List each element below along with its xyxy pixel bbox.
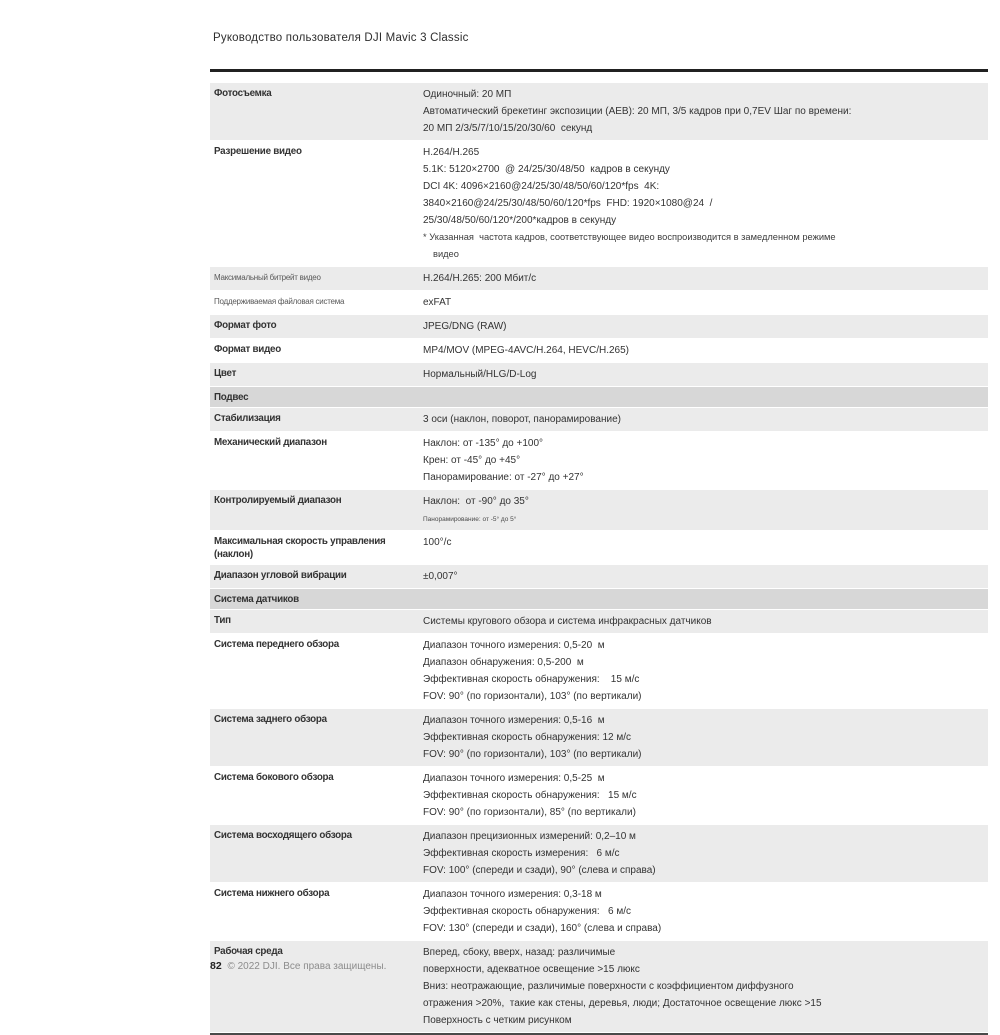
spec-value <box>421 941 988 1032</box>
spec-value-line: Автоматический брекетинг экспозиции (AEB): 20 МП, 3/5 кадров при 0,7EV Шаг по времени: <box>423 106 852 117</box>
spec-row <box>210 883 988 941</box>
spec-value-line: MP4/MOV (MPEG-4AVC/H.264, HEVC/H.265) <box>423 345 629 356</box>
spec-row <box>210 825 988 883</box>
spec-value-line: 100°/с <box>423 537 452 548</box>
spec-row <box>210 363 988 387</box>
spec-value <box>421 565 988 588</box>
spec-value-line: Нормальный/HLG/D-Log <box>423 369 537 380</box>
spec-value-line: Панорамирование: от -5° до 5° <box>423 516 517 523</box>
spec-value-line: FOV: 130° (спереди и сзади), 160° (слева и справа) <box>423 923 662 934</box>
spec-label: Стабилизация <box>214 413 281 424</box>
spec-row <box>210 634 988 709</box>
section-title: Система датчиков <box>214 594 299 605</box>
spec-value <box>421 291 988 314</box>
spec-row <box>210 610 988 634</box>
spec-value-line: 3 оси (наклон, поворот, панорамирование) <box>423 414 621 425</box>
spec-label: Контролируемый диапазон <box>214 495 342 506</box>
spec-label: Фотосъемка <box>214 88 272 99</box>
spec-value <box>421 432 988 489</box>
spec-row <box>210 291 988 315</box>
spec-value-line: FOV: 100° (спереди и сзади), 90° (слева и справа) <box>423 865 656 876</box>
spec-value-line: Наклон: от -90° до 35° <box>423 496 529 507</box>
spec-label: Формат видео <box>214 344 281 355</box>
spec-value-line: FOV: 90° (по горизонтали), 85° (по вертикали) <box>423 807 636 818</box>
spec-row <box>210 141 988 267</box>
spec-label: Система бокового обзора <box>214 772 334 783</box>
spec-value-line: Крен: от -45° до +45° <box>423 455 521 466</box>
spec-value <box>421 315 988 338</box>
spec-label: Разрешение видео <box>214 146 302 157</box>
spec-value-line: DCI 4K: 4096×2160@24/25/30/48/50/60/120*fps 4K: <box>423 181 660 192</box>
page-number: 82 <box>210 960 222 972</box>
spec-value <box>421 83 988 140</box>
spec-value-line: Диапазон точного измерения: 0,3-18 м <box>423 889 602 900</box>
spec-label: Поддерживаемая файловая система <box>214 297 345 306</box>
spec-value <box>421 709 988 766</box>
spec-value-line: JPEG/DNG (RAW) <box>423 321 507 332</box>
spec-value-line: H.264/H.265: 200 Мбит/с <box>423 273 537 284</box>
spec-value <box>421 363 988 386</box>
spec-value-line: видео <box>433 249 459 259</box>
spec-value <box>421 531 988 564</box>
spec-label: Максимальный битрейт видео <box>214 273 321 282</box>
spec-label: Механический диапазон <box>214 437 327 448</box>
spec-row <box>210 339 988 363</box>
spec-value-line: Диапазон точного измерения: 0,5-20 м <box>423 640 605 651</box>
spec-row <box>210 267 988 291</box>
spec-label: Система заднего обзора <box>214 714 327 725</box>
header-divider <box>210 69 988 72</box>
spec-row <box>210 490 988 531</box>
spec-value-line: Вперед, сбоку, вверх, назад: различимые <box>423 947 616 958</box>
spec-value-line: Эффективная скорость измерения: 6 м/с <box>423 848 620 859</box>
spec-value-line: FOV: 90° (по горизонтали), 103° (по вертикали) <box>423 749 642 760</box>
spec-value-line: Эффективная скорость обнаружения: 15 м/с <box>423 790 637 801</box>
spec-label: Тип <box>214 615 231 626</box>
spec-row <box>210 408 988 432</box>
spec-value-line: отражения >20%, такие как стены, деревья, люди; Достаточное освещение люкс >15 <box>423 998 822 1009</box>
page-footer <box>210 960 988 972</box>
spec-value-line: FOV: 90° (по горизонтали), 103° (по вертикали) <box>423 691 642 702</box>
specifications-table <box>210 83 988 1035</box>
spec-label: Система переднего обзора <box>214 639 339 650</box>
spec-label: Диапазон угловой вибрации <box>214 570 347 581</box>
spec-row <box>210 531 988 565</box>
spec-value-line: Диапазон прецизионных измерений: 0,2–10 м <box>423 831 636 842</box>
section-header-row <box>210 387 988 408</box>
spec-value-line: Диапазон обнаружения: 0,5-200 м <box>423 657 584 668</box>
spec-value-line: Системы кругового обзора и система инфракрасных датчиков <box>423 616 712 627</box>
spec-row <box>210 941 988 1033</box>
copyright-text: © 2022 DJI. Все права защищены. <box>227 961 387 972</box>
spec-label: Формат фото <box>214 320 277 331</box>
spec-label: Цвет <box>214 368 237 379</box>
spec-label: Рабочая среда <box>214 946 283 957</box>
spec-value <box>421 339 988 362</box>
spec-value-line: 25/30/48/50/60/120*/200*кадров в секунду <box>423 215 617 226</box>
spec-value-line: Эффективная скорость обнаружения: 12 м/с <box>423 732 632 743</box>
spec-value <box>421 267 988 290</box>
spec-value-line: Диапазон точного измерения: 0,5-16 м <box>423 715 605 726</box>
spec-value-line: Панорамирование: от -27° до +27° <box>423 472 584 483</box>
spec-value <box>421 610 988 633</box>
spec-label: Максимальная скорость управления (наклон) <box>214 536 386 560</box>
spec-value-line: exFAT <box>423 297 452 308</box>
spec-value <box>421 883 988 940</box>
spec-value <box>421 408 988 431</box>
spec-label: Система восходящего обзора <box>214 830 352 841</box>
spec-value-line: H.264/H.265 <box>423 147 480 158</box>
spec-row <box>210 767 988 825</box>
spec-value <box>421 490 988 530</box>
spec-value-line: Диапазон точного измерения: 0,5-25 м <box>423 773 605 784</box>
spec-value-line: Эффективная скорость обнаружения: 6 м/с <box>423 906 632 917</box>
spec-label: Система нижнего обзора <box>214 888 330 899</box>
spec-row <box>210 83 988 141</box>
spec-value-line: Эффективная скорость обнаружения: 15 м/с <box>423 674 640 685</box>
spec-value-line: 20 МП 2/3/5/7/10/15/20/30/60 секунд <box>423 123 593 134</box>
spec-value <box>421 141 988 266</box>
spec-value <box>421 825 988 882</box>
spec-value-line: Одиночный: 20 МП <box>423 89 512 100</box>
spec-value-line: * Указанная частота кадров, соответствующее видео воспроизводится в замедленном режиме <box>423 232 836 242</box>
spec-row <box>210 709 988 767</box>
spec-value-line: 5.1K: 5120×2700 @ 24/25/30/48/50 кадров в секунду <box>423 164 670 175</box>
manual-page <box>210 32 988 1035</box>
spec-value-line: поверхности, адекватное освещение >15 люкс <box>423 964 640 975</box>
section-title: Подвес <box>214 392 249 403</box>
spec-value-line: ±0,007° <box>423 571 458 582</box>
spec-row <box>210 565 988 589</box>
spec-row <box>210 315 988 339</box>
spec-value <box>421 767 988 824</box>
section-header-row <box>210 589 988 610</box>
page-title: Руководство пользователя DJI Mavic 3 Classic <box>213 32 469 44</box>
spec-value-line: 3840×2160@24/25/30/48/50/60/120*fps FHD: 1920×1080@24 / <box>423 198 713 209</box>
spec-value <box>421 634 988 708</box>
spec-value-line: Наклон: от -135° до +100° <box>423 438 544 449</box>
spec-row <box>210 432 988 490</box>
spec-value-line: Вниз: неотражающие, различимые поверхности с коэффициентом диффузного <box>423 981 794 992</box>
spec-value-line: Поверхность с четким рисунком <box>423 1015 572 1026</box>
